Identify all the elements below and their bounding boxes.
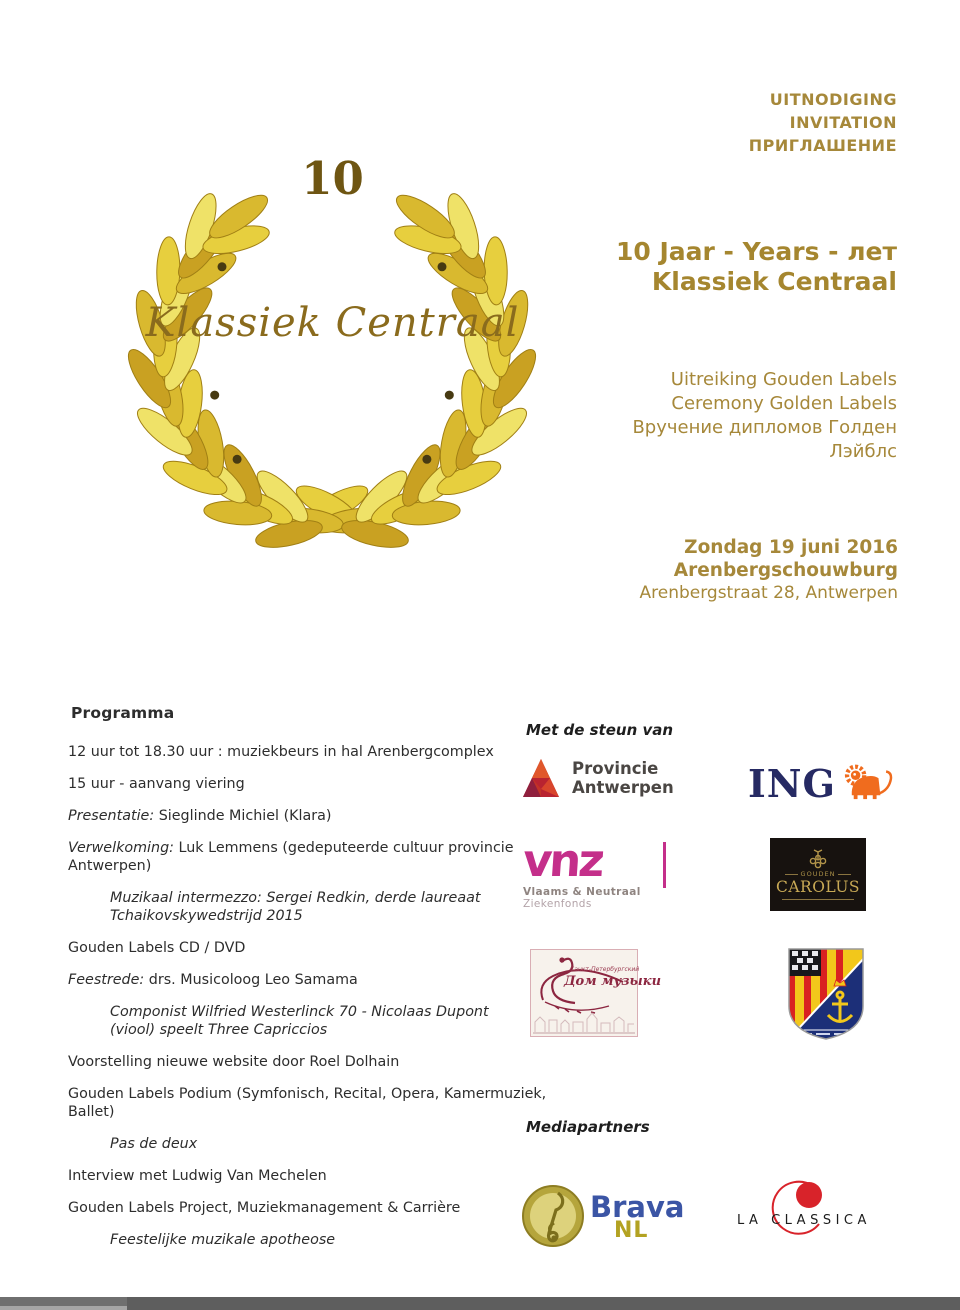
ing-lion-icon xyxy=(841,761,895,801)
program-item: Feestelijke muzikale apotheose xyxy=(110,1232,336,1248)
event-date: Zondag 19 juni 2016 xyxy=(684,537,898,558)
carolus-dash-right xyxy=(838,874,851,875)
brava-wordmark: Brava xyxy=(590,1189,685,1224)
ceremony-line-en: Ceremony Golden Labels xyxy=(671,393,897,414)
klassiek-centraal-logo xyxy=(110,148,555,578)
provincie-triangle-icon xyxy=(521,757,561,799)
program-item: 12 uur tot 18.30 uur : muziekbeurs in hal Arenbergcomplex xyxy=(68,744,494,760)
vnz-subtitle-line2: Ziekenfonds xyxy=(523,898,592,910)
dom-muzyki-small-text: Санкт-Петербургский xyxy=(570,966,640,973)
program-item: Componist Wilfried Westerlinck 70 - Nicolaas Dupont (viool) speelt Three Capriccios xyxy=(110,1004,489,1038)
carolus-underline xyxy=(782,899,854,900)
anniversary-title-line1: 10 Jaar - Years - лет xyxy=(615,237,897,266)
carolus-crest-icon xyxy=(805,849,831,869)
program-item: 15 uur - aanvang viering xyxy=(68,776,245,792)
heraldic-shield-icon xyxy=(786,946,866,1042)
scrollbar-thumb[interactable] xyxy=(0,1297,127,1310)
ing-wordmark: ING xyxy=(748,761,836,806)
laurel-wreath-icon xyxy=(110,148,555,578)
programma-heading: Programma xyxy=(71,704,175,722)
provincie-label-line1: Provincie xyxy=(572,758,659,778)
program-item: Gouden Labels Project, Muziekmanagement & Carrière xyxy=(68,1200,461,1216)
ceremony-line-nl: Uitreiking Gouden Labels xyxy=(670,369,897,390)
brava-clef-icon xyxy=(521,1183,585,1250)
program-item-lead: Feestrede: xyxy=(68,972,145,988)
ceremony-line-ru2: Лэйблс xyxy=(829,441,897,462)
logo-name: Klassiek Centraal xyxy=(145,300,520,346)
program-item: Interview met Ludwig Van Mechelen xyxy=(68,1168,327,1184)
carolus-gouden-row xyxy=(785,870,852,878)
anniversary-title xyxy=(616,237,897,297)
program-item: Feestrede: drs. Musicoloog Leo Samama xyxy=(68,972,358,988)
dom-muzyki-logo xyxy=(530,949,662,1037)
vnz-accent-bar xyxy=(663,842,666,888)
event-address: Arenbergstraat 28, Antwerpen xyxy=(639,583,898,603)
ceremony-line-ru1: Вручение дипломов Голден xyxy=(632,417,897,438)
la-classica-circle-icon xyxy=(761,1180,835,1242)
carolus-dash-left xyxy=(785,874,798,875)
program-item-lead: Presentatie: xyxy=(68,808,155,824)
ceremony-heading xyxy=(632,368,897,464)
program-item-lead: Verwelkoming: xyxy=(68,840,174,856)
invitation-line-en: INVITATION xyxy=(789,113,897,132)
program-item: Presentatie: Sieglinde Michiel (Klara) xyxy=(68,808,332,824)
sponsors-heading: Met de steun van xyxy=(526,721,674,739)
program-item: Verwelkoming: Luk Lemmens (gedeputeerde cultuur provincie Antwerpen) xyxy=(68,840,514,874)
program-list xyxy=(68,743,573,1249)
carolus-gouden-label: GOUDEN xyxy=(800,870,836,878)
gouden-carolus-logo xyxy=(770,838,866,911)
program-item: Muzikaal intermezzo: Sergei Redkin, derde laureaat Tchaikovskywedstrijd 2015 xyxy=(110,890,481,924)
logo-number: 10 xyxy=(301,152,364,205)
invitation-heading xyxy=(749,88,897,157)
programma-section xyxy=(68,704,573,1263)
carolus-wordmark: CAROLUS xyxy=(775,878,861,896)
program-item: Gouden Labels CD / DVD xyxy=(68,940,246,956)
provincie-antwerpen-logo xyxy=(521,757,674,799)
harbor-shield-logo xyxy=(786,946,866,1042)
la-classica-logo xyxy=(737,1180,899,1242)
horizontal-scrollbar[interactable] xyxy=(0,1297,960,1310)
dom-muzyki-name: Дом музыки xyxy=(564,974,662,989)
program-item: Pas de deux xyxy=(110,1136,198,1152)
event-details xyxy=(639,536,898,605)
mediapartners-heading: Mediapartners xyxy=(526,1118,650,1136)
vnz-wordmark: vnz xyxy=(521,834,604,887)
vnz-subtitle-line1: Vlaams & Neutraal xyxy=(523,886,641,898)
program-item: Gouden Labels Podium (Symfonisch, Recital, Opera, Kamermuziek, Ballet) xyxy=(68,1086,547,1120)
program-item: Voorstelling nieuwe website door Roel Dolhain xyxy=(68,1054,400,1070)
invitation-line-nl: UITNODIGING xyxy=(769,90,897,109)
brava-nl-label: NL xyxy=(614,1217,649,1243)
brava-nl-logo xyxy=(521,1183,684,1250)
ing-logo xyxy=(748,761,895,806)
dom-muzyki-clef-icon xyxy=(531,950,640,1036)
la-classica-wordmark: LA CLASSICA xyxy=(737,1213,871,1228)
event-venue: Arenbergschouwburg xyxy=(673,560,898,581)
vnz-logo xyxy=(521,834,665,910)
anniversary-title-line2: Klassiek Centraal xyxy=(651,267,897,296)
invitation-line-ru: ПРИГЛАШЕНИЕ xyxy=(748,136,897,155)
provincie-label-line2: Antwerpen xyxy=(572,778,674,797)
